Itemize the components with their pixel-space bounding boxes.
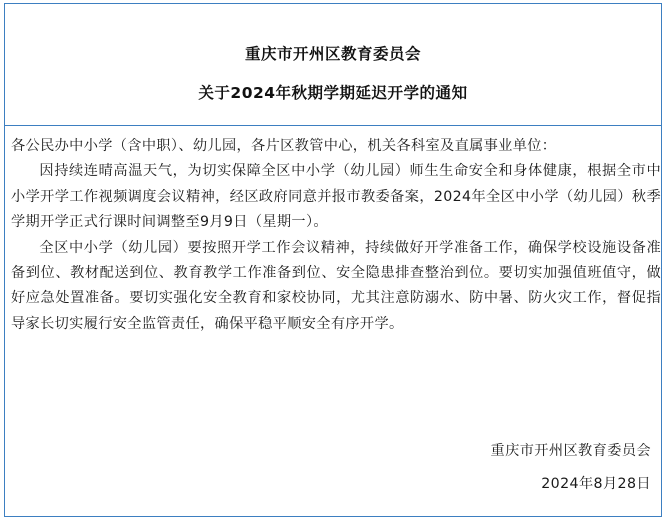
signature-organization: 重庆市开州区教育委员会 bbox=[490, 443, 651, 459]
salutation: 各公民办中小学（含中职）、幼儿园，各片区教管中心，机关各科室及直属事业单位： bbox=[11, 138, 557, 154]
title-divider bbox=[5, 125, 661, 126]
notice-body bbox=[11, 134, 661, 337]
issuer-title: 重庆市开州区教育委员会 bbox=[244, 45, 421, 63]
signature-date: 2024年8月28日 bbox=[541, 476, 651, 492]
notice-title: 关于2024年秋期学期延迟开学的通知 bbox=[198, 84, 468, 102]
paragraph-preparation-requirements: 全区中小学（幼儿园）要按照开学工作会议精神，持续做好开学准备工作，确保学校设施设备准备到位、教材配送到位、教育教学工作准备到位、安全隐患排查整治到位。要切实加强值班值守，做好应急处置准备。要切实强化安全教育和家校协同，尤其注意防溺水、防中暑、防火灾工作，督促指导家长切实履行安全监管责任，确保平稳平顺安全有序开学。 bbox=[11, 239, 661, 332]
paragraph-delay-announcement: 因持续连晴高温天气，为切实保障全区中小学（幼儿园）师生生命安全和身体健康，根据全市中小学开学工作视频调度会议精神，经区政府同意并报市教委备案，2024年全区中小学（幼儿园）秋季学期开学正式行课时间调整至9月9日（星期一）。 bbox=[11, 163, 661, 231]
notice-frame bbox=[4, 3, 662, 517]
